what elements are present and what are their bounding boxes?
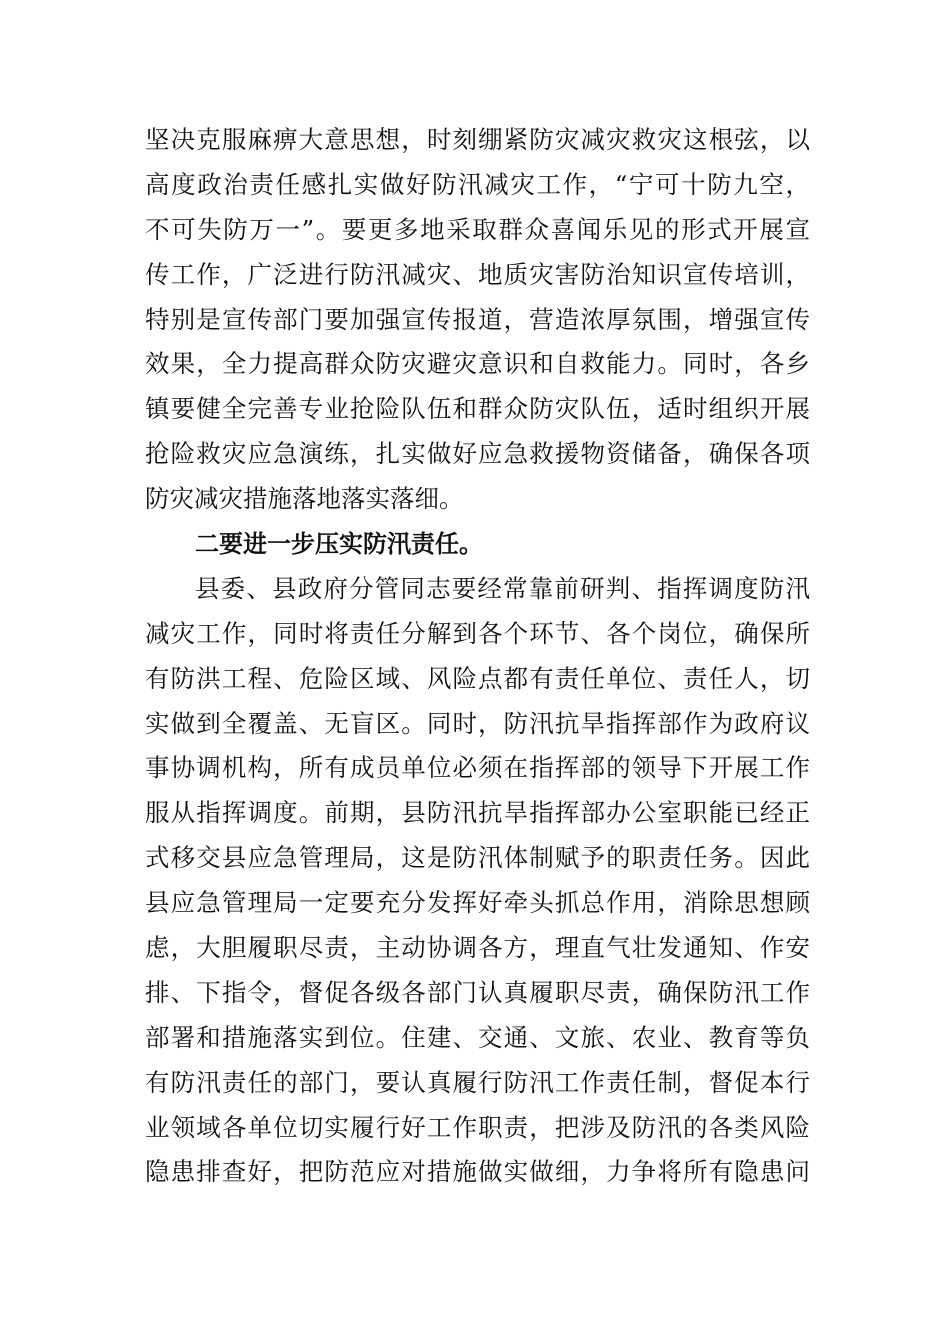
paragraph-line: 有防洪工程、危险区域、风险点都有责任单位、责任人，切 [145, 663, 810, 693]
paragraph-line: 事协调机构，所有成员单位必须在指挥部的领导下开展工作 [145, 753, 810, 783]
paragraph-line: 隐患排查好，把防范应对措施做实做细，力争将所有隐患问 [145, 1157, 810, 1187]
paragraph-line: 业领域各单位切实履行好工作职责，把涉及防汛的各类风险 [145, 1112, 810, 1142]
paragraph-line: 防灾减灾措施落地落实落细。 [145, 484, 464, 514]
paragraph-line: 有防汛责任的部门，要认真履行防汛工作责任制，督促本行 [145, 1067, 810, 1097]
paragraph-line: 减灾工作，同时将责任分解到各个环节、各个岗位，确保所 [145, 618, 810, 648]
document-body [145, 118, 810, 1195]
paragraph-line: 特别是宣传部门要加强宣传报道，营造浓厚氛围，增强宣传 [145, 304, 810, 334]
paragraph-line: 高度政治责任感扎实做好防汛减灾工作，“宁可十防九空， [145, 169, 810, 199]
paragraph-line: 效果，全力提高群众防灾避灾意识和自救能力。同时，各乡 [145, 349, 810, 379]
section-heading: 二要进一步压实防汛责任。 [195, 530, 483, 559]
paragraph-line: 县委、县政府分管同志要经常靠前研判、指挥调度防汛 [195, 573, 810, 603]
paragraph-line: 部署和措施落实到位。住建、交通、文旅、农业、教育等负 [145, 1022, 810, 1052]
paragraph-line: 实做到全覆盖、无盲区。同时，防汛抗旱指挥部作为政府议 [145, 708, 810, 738]
paragraph-line: 县应急管理局一定要充分发挥好牵头抓总作用，消除思想顾 [145, 888, 810, 918]
paragraph-1 [145, 118, 810, 522]
paragraph-line: 式移交县应急管理局，这是防汛体制赋予的职责任务。因此 [145, 843, 810, 873]
paragraph-line: 排、下指令，督促各级各部门认真履职尽责，确保防汛工作 [145, 977, 810, 1007]
paragraph-line: 虑，大胆履职尽责，主动协调各方，理直气壮发通知、作安 [145, 933, 810, 963]
paragraph-line: 不可失防万一”。要更多地采取群众喜闻乐见的形式开展宣 [145, 214, 810, 244]
paragraph-line: 传工作，广泛进行防汛减灾、地质灾害防治知识宣传培训， [145, 259, 810, 289]
paragraph-line: 抢险救灾应急演练，扎实做好应急救援物资储备，确保各项 [145, 439, 810, 469]
paragraph-2 [145, 567, 810, 1195]
paragraph-line: 坚决克服麻痹大意思想，时刻绷紧防灾减灾救灾这根弦，以 [145, 125, 810, 154]
paragraph-line: 服从指挥调度。前期，县防汛抗旱指挥部办公室职能已经正 [145, 798, 810, 828]
paragraph-line: 镇要健全完善专业抢险队伍和群众防灾队伍，适时组织开展 [145, 394, 810, 424]
